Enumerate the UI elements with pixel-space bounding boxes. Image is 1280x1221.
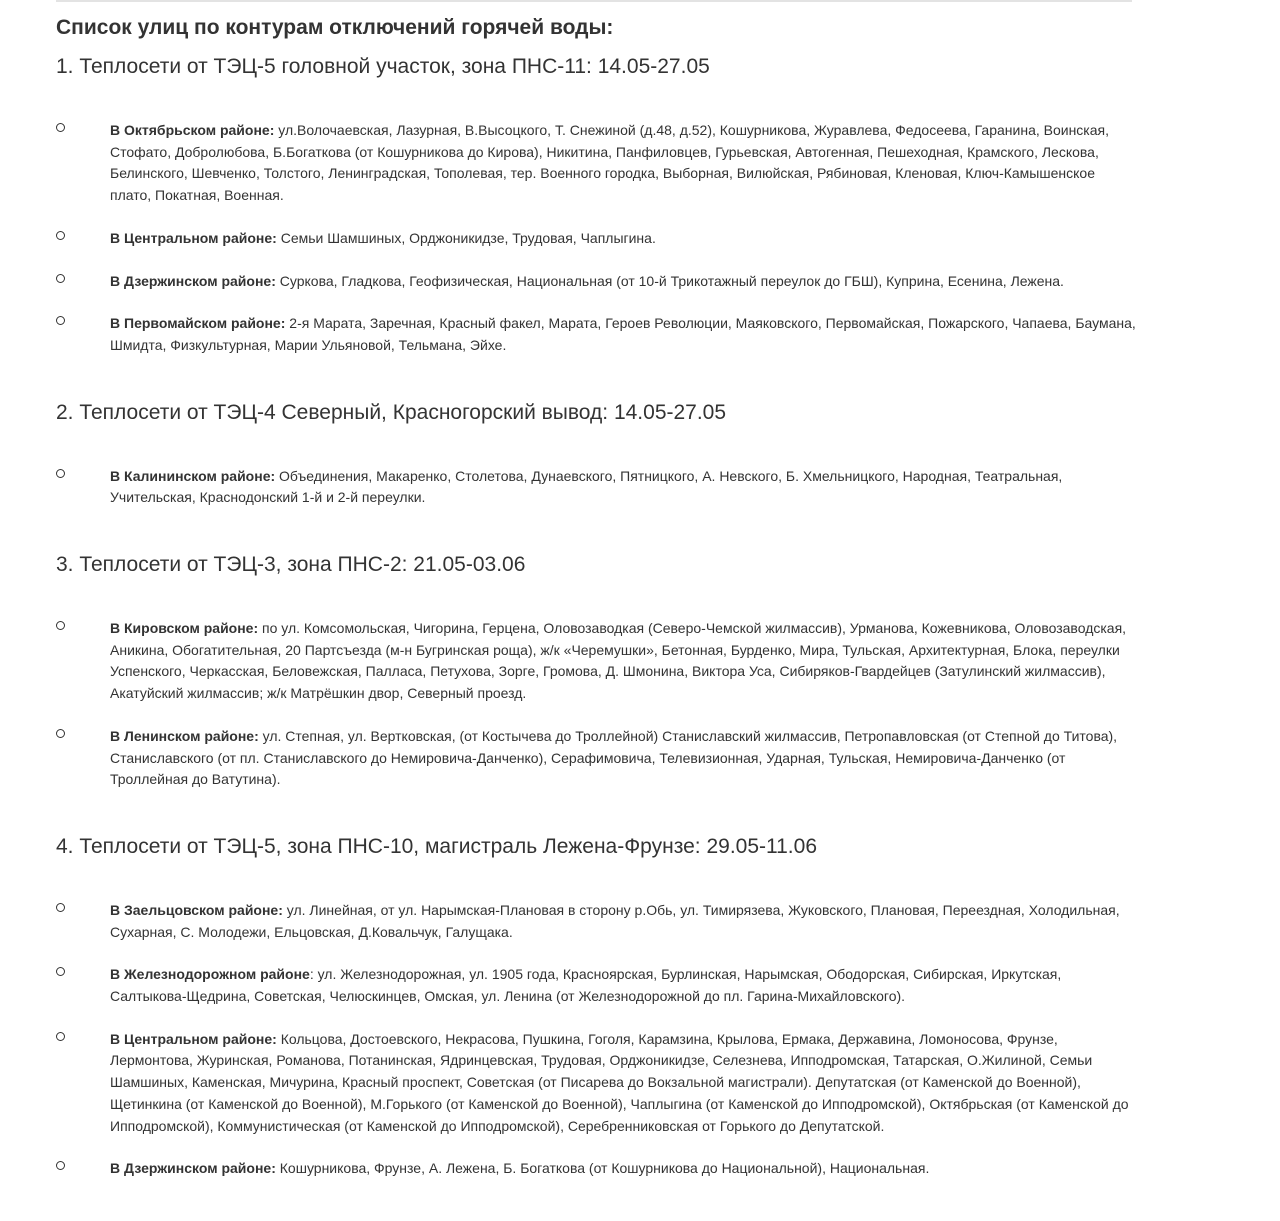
street-list: Кошурникова, Фрунзе, А. Лежена, Б. Богаткова (от Кошурникова до Национальной), Национальная. — [279, 1160, 930, 1177]
district-name: В Октябрьском районе: — [110, 122, 275, 138]
street-list: по ул. Комсомольская, Чигорина, Герцена, Оловозаводкая (Северо-Чемской жилмассив), Урманова, Кожевникова, Оловозаводская, Аникина, Обогатительная, 20 Партсъезда (м-н Бугринская роща), ж/к «Черемушки», Бетонная, Бурденко, Мира, Тульская, Архитектурная, Блока, переулки Успенского, Черкасская, Беловежская, Палласа, Петухова, Зорге, Громова, Д. Шмонина, Виктора Уса, Сибиряков-Гвардейцев (Затулинский жилмассив), Акатуйский жилмассив; ж/к Матрёшкин двор, Северный проезд. — [110, 620, 1127, 702]
district-name: В Центральном районе: — [110, 229, 277, 246]
circle-bullet-icon — [56, 621, 65, 630]
list-item — [56, 228, 1136, 250]
list-item — [56, 271, 1136, 293]
list-item — [56, 313, 1136, 356]
section-title: 3. Теплосети от ТЭЦ-3, зона ПНС-2: 21.05-03.06 — [56, 553, 526, 577]
top-divider — [56, 0, 1132, 2]
district-name: В Заельцовском районе: — [110, 901, 283, 918]
district-list — [56, 120, 1136, 357]
district-list — [56, 466, 1136, 509]
list-item — [56, 120, 1136, 207]
street-list: Суркова, Гладкова, Геофизическая, Национальная (от 10-й Трикотажный переулок до ГБШ), Куприна, Есенина, Лежена. — [279, 272, 1064, 289]
section-3 — [56, 551, 1136, 791]
article-content — [56, 14, 1136, 1180]
section-title: 2. Теплосети от ТЭЦ-4 Северный, Красногорский вывод: 14.05-27.05 — [56, 400, 727, 424]
street-list: Объединения, Макаренко, Столетова, Дунаевского, Пятницкого, А. Невского, Б. Хмельницкого, Народная, Театральная, Учительская, Краснодонский 1-й и 2-й переулки. — [110, 467, 1063, 506]
list-item — [56, 964, 1136, 1007]
circle-bullet-icon — [56, 1161, 65, 1170]
street-list: ул.Волочаевская, Лазурная, В.Высоцкого, Т. Снежиной (д.48, д.52), Кошурникова, Журавлева, Федосеева, Гаранина, Воинская, Стофато, Добролюбова, Б.Богаткова (от Кошурникова до Кирова), Никитина, Панфиловцев, Гурьевская, Автогенная, Пешеходная, Крамского, Лескова, Белинского, Шевченко, Толстого, Ленинградская, Тополевая, тер. Военного городка, Выборная, Вилюйская, Рябиновая, Кленовая, Ключ-Камышенское плато, Покатная, Военная. — [110, 122, 1109, 204]
district-name: В Калининском районе: — [110, 467, 276, 484]
street-list: ул. Линейная, от ул. Нарымская-Плановая в сторону р.Обь, ул. Тимирязева, Жуковского, Плановая, Переездная, Холодильная, Сухарная, С. Молодежи, Ельцовская, Д.Ковальчук, Галущака. — [110, 901, 1120, 940]
list-item — [56, 900, 1136, 943]
circle-bullet-icon — [56, 903, 65, 912]
district-list — [56, 618, 1136, 791]
street-list: : ул. Железнодорожная, ул. 1905 года, Красноярская, Бурлинская, Нарымская, Ободорская, Сибирская, Иркутская, Салтыкова-Щедрина, Советская, Челюскинцев, Омская, ул. Ленина (от Железнодорожной до пл. Гарина-Михайловского). — [110, 966, 1062, 1005]
circle-bullet-icon — [56, 231, 65, 240]
street-list: Семьи Шамшиных, Орджоникидзе, Трудовая, Чаплыгина. — [280, 229, 656, 246]
list-item — [56, 1029, 1136, 1138]
section-2 — [56, 399, 1136, 509]
district-list — [56, 900, 1136, 1180]
circle-bullet-icon — [56, 274, 65, 283]
district-name: В Кировском районе: — [110, 620, 259, 637]
street-list: 2-я Марата, Заречная, Красный факел, Марата, Героев Революции, Маяковского, Первомайская, Пожарского, Чапаева, Баумана, Шмидта, Физкультурная, Марии Ульяновой, Тельмана, Эйхе. — [110, 315, 1136, 353]
street-list: ул. Степная, ул. Вертковская, (от Костычева до Троллейной) Станиславский жилмассив, Петропавловская (от Степной до Титова), Станиславского (от пл. Станиславского до Немировича-Данченко), Серафимовича, Телевизионная, Ударная, Тульская, Немировича-Данченко (от Троллейная до Ватутина). — [110, 727, 1118, 788]
section-4 — [56, 833, 1136, 1180]
page-title: Список улиц по контурам отключений горячей воды: — [56, 16, 614, 39]
list-item — [56, 726, 1136, 791]
list-item — [56, 1158, 1136, 1180]
district-name: В Дзержинском районе: — [110, 1160, 276, 1177]
circle-bullet-icon — [56, 967, 65, 976]
district-name: В Дзержинском районе: — [110, 272, 276, 289]
section-title: 4. Теплосети от ТЭЦ-5, зона ПНС-10, магистраль Лежена-Фрунзе: 29.05-11.06 — [56, 834, 817, 858]
district-name: В Центральном районе: — [110, 1030, 277, 1047]
list-item — [56, 466, 1136, 509]
circle-bullet-icon — [56, 123, 65, 132]
section-1 — [56, 53, 1136, 357]
district-name: В Железнодорожном районе — [110, 966, 310, 983]
circle-bullet-icon — [56, 729, 65, 738]
district-name: В Первомайском районе: — [110, 315, 286, 332]
circle-bullet-icon — [56, 316, 65, 325]
district-name: В Ленинском районе: — [110, 727, 259, 744]
street-list: Кольцова, Достоевского, Некрасова, Пушкина, Гоголя, Карамзина, Крылова, Ермака, Державина, Ломоносова, Фрунзе, Лермонтова, Журинская, Романова, Потанинская, Ядринцевская, Трудовая, Орджоникидзе, Селезнева, Ипподромская, Татарская, О.Жилиной, Семьи Шамшиных, Каменская, Мичурина, Красный проспект, Советская (от Писарева до Вокзальной магистрали). Депутатская (от Каменской до Военной), Щетинкина (от Каменской до Военной), М.Горького (от Каменской до Военной), Чаплыгина (от Каменской до Ипподромской), Октябрьская (от Каменской до Ипподромской), Коммунистическая (от Каменской до Ипподромской), Серебренниковская от Горького до Депутатской. — [110, 1030, 1129, 1134]
section-title: 1. Теплосети от ТЭЦ-5 головной участок, зона ПНС-11: 14.05-27.05 — [56, 55, 710, 78]
circle-bullet-icon — [56, 469, 65, 478]
circle-bullet-icon — [56, 1032, 65, 1041]
list-item — [56, 618, 1136, 705]
